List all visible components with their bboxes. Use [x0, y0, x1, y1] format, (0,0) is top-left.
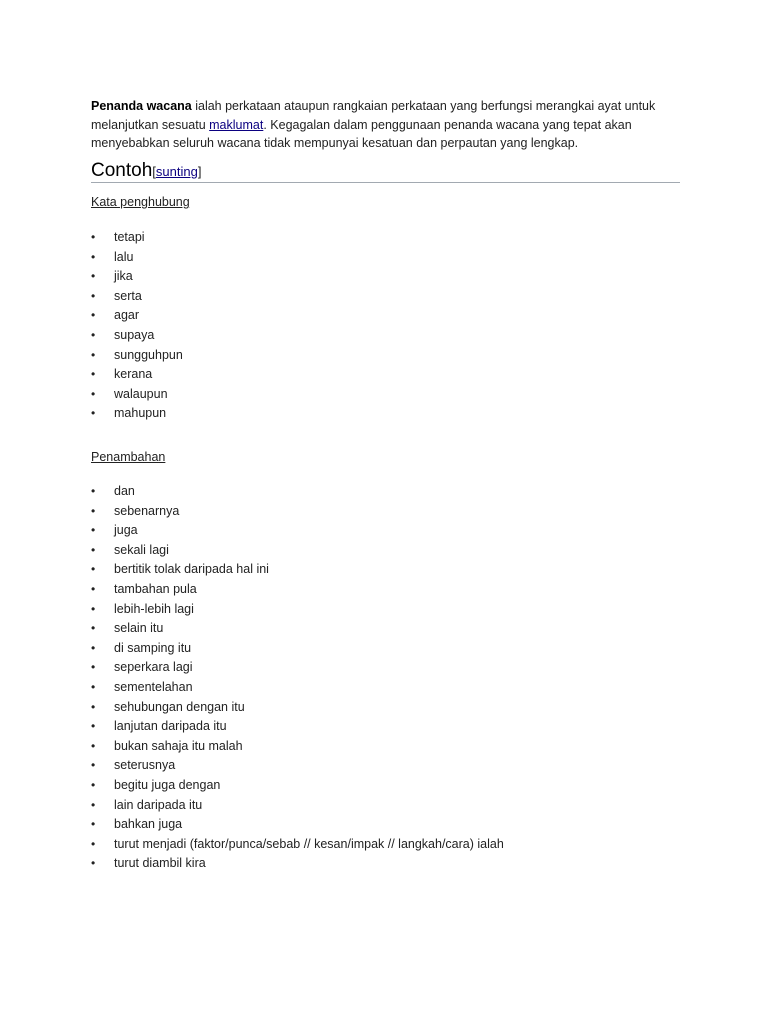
bullet-icon: •	[91, 699, 96, 714]
list-item	[91, 385, 183, 405]
bullet-icon: •	[91, 249, 96, 264]
list-item-text: mahupun	[114, 406, 167, 421]
list-item	[91, 639, 504, 659]
intro-text-2: . Kegagalan dalam penggunaan penanda wacana yang tepat akan menyebabkan seluruh wacana tidak mempunyai kesatuan dan perpautan yang lengkap.	[91, 117, 632, 150]
list-item	[91, 482, 504, 502]
list-item	[91, 580, 504, 600]
bullet-icon: •	[91, 679, 96, 694]
list-item-text: bertitik tolak daripada hal ini	[114, 562, 269, 577]
list-item	[91, 619, 504, 639]
bullet-icon: •	[91, 347, 96, 362]
list-item	[91, 326, 183, 346]
list-item-text: begitu juga dengan	[114, 777, 221, 792]
edit-bracket-close: ]	[197, 164, 202, 179]
list-item-text: tambahan pula	[114, 581, 197, 596]
list-item-text: sungguhpun	[114, 347, 183, 362]
list-item-text: sebenarnya	[114, 503, 180, 518]
list-item-text: sehubungan dengan itu	[114, 699, 245, 714]
intro-text-1: ialah perkataan ataupun rangkaian perkataan yang berfungsi merangkai ayat untuk melanjutkan sesuatu	[91, 99, 656, 132]
group-heading-kata-penghubung: Kata penghubung	[91, 195, 190, 209]
list-item	[91, 228, 183, 248]
bullet-icon: •	[91, 817, 96, 832]
list-item-text: turut diambil kira	[114, 856, 206, 871]
list-item	[91, 678, 504, 698]
bullet-icon: •	[91, 660, 96, 675]
list-item-text: bahkan juga	[114, 817, 183, 832]
bullet-icon: •	[91, 581, 96, 596]
bullet-icon: •	[91, 836, 96, 851]
list-item	[91, 854, 504, 874]
bullet-icon: •	[91, 406, 96, 421]
list-item-text: jika	[114, 269, 133, 284]
list-item-text: agar	[114, 308, 140, 323]
list-item	[91, 404, 183, 424]
edit-section	[152, 164, 201, 179]
intro-term: Penanda wacana	[91, 99, 192, 113]
list-item	[91, 521, 504, 541]
maklumat-link[interactable]: maklumat	[209, 117, 264, 132]
list-item-text: di samping itu	[114, 640, 192, 655]
bullet-icon: •	[91, 288, 96, 303]
list-item	[91, 365, 183, 385]
list-item-text: sementelahan	[114, 679, 193, 694]
bullet-icon: •	[91, 738, 96, 753]
list-item-text: serta	[114, 288, 142, 303]
list-item	[91, 658, 504, 678]
list-item	[91, 756, 504, 776]
section-title: Contoh	[91, 160, 153, 181]
edit-section-link[interactable]: sunting	[155, 164, 198, 179]
bullet-icon: •	[91, 719, 96, 734]
list-item-text: lebih-lebih lagi	[114, 601, 194, 616]
section-heading	[91, 155, 680, 183]
list-item	[91, 346, 183, 366]
list-item-text: lalu	[114, 249, 134, 264]
bullet-icon: •	[91, 856, 96, 871]
bullet-icon: •	[91, 327, 96, 342]
penambahan-list	[91, 482, 504, 874]
list-item-text: walaupun	[114, 386, 168, 401]
bullet-icon: •	[91, 640, 96, 655]
bullet-icon: •	[91, 484, 96, 498]
bullet-icon: •	[91, 758, 96, 773]
list-item	[91, 717, 504, 737]
list-item-text: seterusnya	[114, 758, 176, 773]
list-item	[91, 306, 183, 326]
bullet-icon: •	[91, 562, 96, 577]
list-item-text: lanjutan daripada itu	[114, 719, 227, 734]
list-item	[91, 737, 504, 757]
bullet-icon: •	[91, 601, 96, 616]
list-item-text: bukan sahaja itu malah	[114, 738, 243, 753]
list-item	[91, 541, 504, 561]
list-item	[91, 835, 504, 855]
list-item	[91, 698, 504, 718]
bullet-icon: •	[91, 797, 96, 812]
list-item-text: sekali lagi	[114, 542, 169, 557]
bullet-icon: •	[91, 230, 96, 244]
bullet-icon: •	[91, 523, 96, 538]
list-item-text: turut menjadi (faktor/punca/sebab // kesan/impak // langkah/cara) ialah	[114, 836, 504, 851]
list-item	[91, 267, 183, 287]
bullet-icon: •	[91, 386, 96, 401]
bullet-icon: •	[91, 308, 96, 323]
kata-penghubung-list	[91, 228, 183, 424]
list-item	[91, 248, 183, 268]
edit-bracket-open: [	[152, 164, 156, 179]
list-item-text: lain daripada itu	[114, 797, 203, 812]
list-item-text: supaya	[114, 327, 155, 342]
list-item	[91, 560, 504, 580]
bullet-icon: •	[91, 503, 96, 518]
list-item	[91, 600, 504, 620]
bullet-icon: •	[91, 269, 96, 284]
bullet-icon: •	[91, 777, 96, 792]
bullet-icon: •	[91, 621, 96, 636]
list-item-text: selain itu	[114, 621, 164, 636]
list-item-text: dan	[114, 484, 135, 498]
intro-paragraph	[91, 97, 691, 153]
list-item-text: seperkara lagi	[114, 660, 193, 675]
list-item	[91, 815, 504, 835]
list-item-text: kerana	[114, 367, 153, 382]
group-heading-penambahan: Penambahan	[91, 450, 166, 464]
list-item	[91, 776, 504, 796]
list-item	[91, 287, 183, 307]
list-item-text: juga	[114, 523, 138, 538]
list-item-text: tetapi	[114, 230, 145, 244]
bullet-icon: •	[91, 367, 96, 382]
list-item	[91, 796, 504, 816]
bullet-icon: •	[91, 542, 96, 557]
list-item	[91, 502, 504, 522]
